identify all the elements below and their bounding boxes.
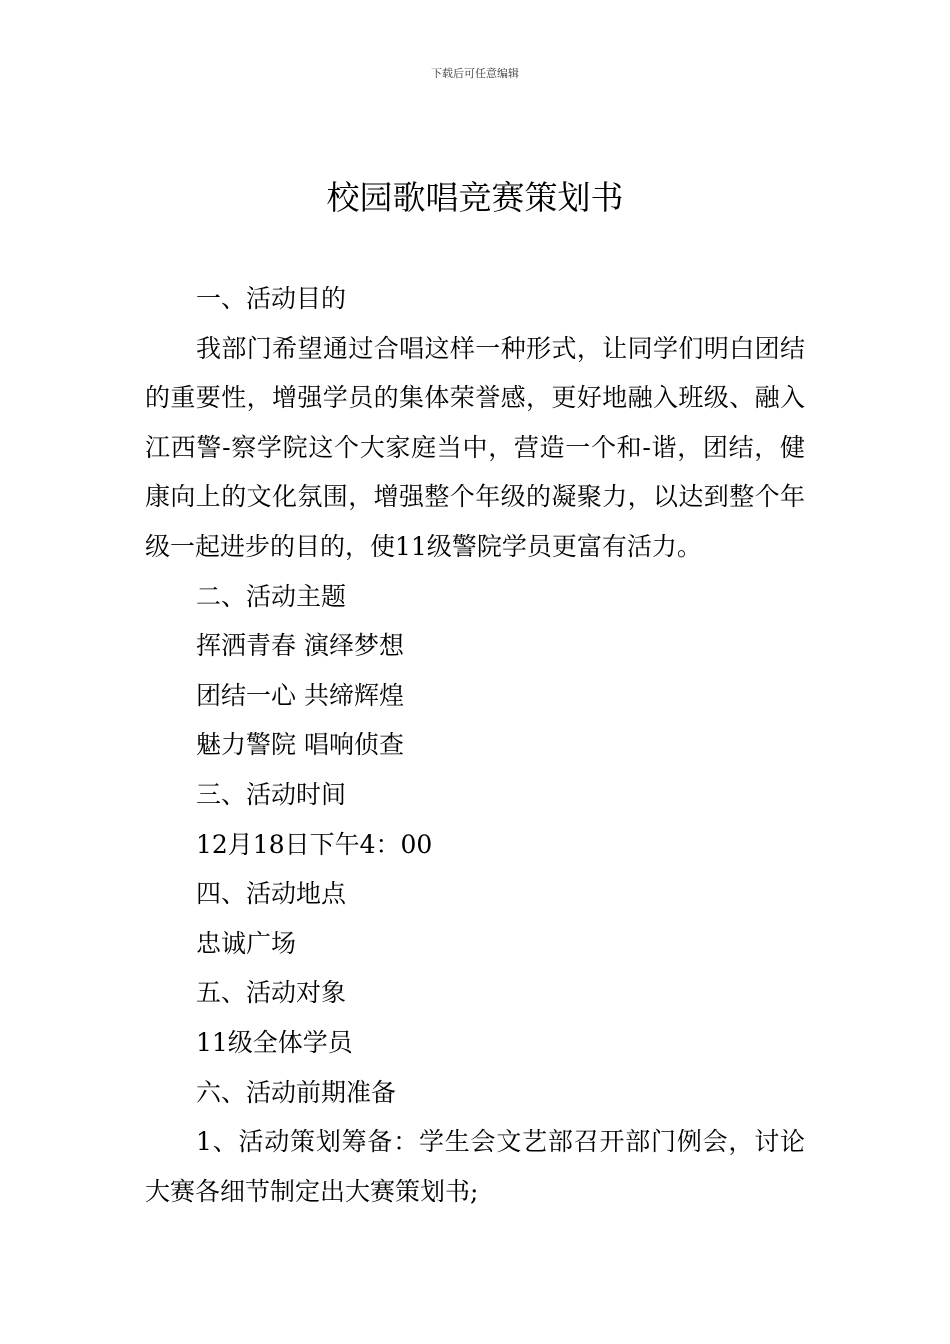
section-heading-preparation: 六、活动前期准备 bbox=[196, 1077, 397, 1107]
section-heading-location: 四、活动地点 bbox=[196, 879, 347, 909]
theme-line-2: 团结一心 共缔辉煌 bbox=[196, 680, 404, 710]
theme-line-3: 魅力警院 唱响侦查 bbox=[196, 730, 404, 760]
section-heading-time: 三、活动时间 bbox=[196, 779, 347, 809]
document-title: 校园歌唱竞赛策划书 bbox=[326, 178, 624, 217]
section-heading-theme: 二、活动主题 bbox=[196, 581, 347, 611]
header-note: 下载后可任意编辑 bbox=[431, 67, 519, 80]
event-time: 12月18日下午4：00 bbox=[196, 829, 433, 859]
event-location: 忠诚广场 bbox=[196, 928, 297, 958]
paragraph-purpose: 我部门希望通过合唱这样一种形式，让同学们明白团结的重要性，增强学员的集体荣誉感，更好地融入班级、融入江西警-察学院这个大家庭当中，营造一个和-谐，团结，健康向上的文化氛围，增强整个年级的凝聚力，以达到整个年级一起进步的目的，使11级警院学员更富有活力。 bbox=[145, 333, 805, 561]
theme-line-1: 挥洒青春 演绎梦想 bbox=[196, 631, 404, 661]
section-heading-audience: 五、活动对象 bbox=[196, 978, 347, 1008]
event-audience: 11级全体学员 bbox=[196, 1027, 353, 1057]
document-body bbox=[145, 274, 805, 1216]
preparation-item-1: 1、活动策划筹备：学生会文艺部召开部门例会，讨论大赛各细节制定出大赛策划书; bbox=[145, 1127, 805, 1206]
section-heading-purpose: 一、活动目的 bbox=[196, 284, 347, 313]
